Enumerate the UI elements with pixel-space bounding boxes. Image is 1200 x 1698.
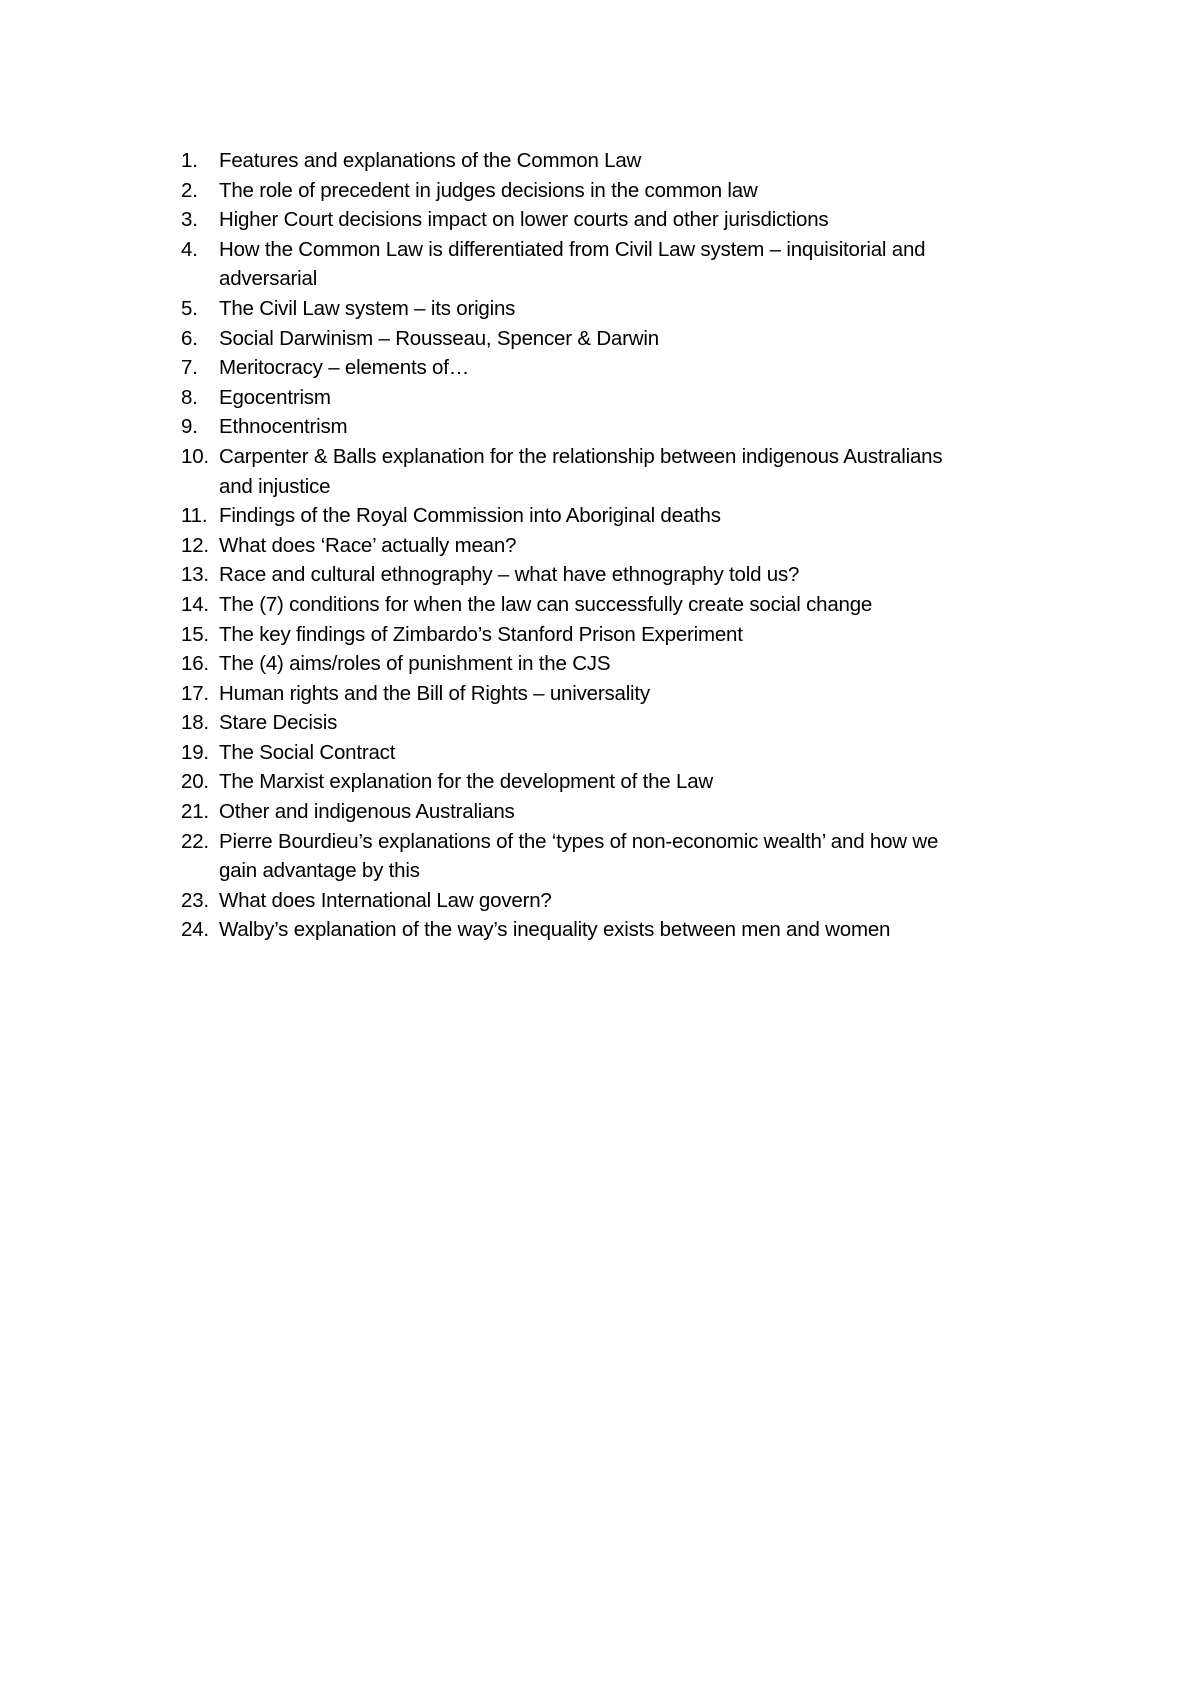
item-number: 10. <box>181 444 209 468</box>
item-text: Meritocracy – elements of… <box>219 356 469 380</box>
item-text: What does ‘Race’ actually mean? <box>219 533 517 557</box>
list-item <box>181 708 1061 738</box>
item-text: The Civil Law system – its origins <box>219 296 516 320</box>
item-text: Walby’s explanation of the way’s inequality exists between men and women <box>219 918 891 942</box>
item-text: Ethnocentrism <box>219 415 348 439</box>
list-item <box>181 146 1061 176</box>
item-number: 22. <box>181 829 209 853</box>
list-item <box>181 205 1061 235</box>
item-number: 4. <box>181 237 198 261</box>
item-number: 14. <box>181 592 209 616</box>
list-item <box>181 294 1061 324</box>
list-item <box>181 797 1061 827</box>
item-text: The (4) aims/roles of punishment in the CJS <box>219 652 611 676</box>
item-number: 21. <box>181 800 209 824</box>
item-text: Pierre Bourdieu’s explanations of the ‘types of non-economic wealth’ and how we gain advantage by this <box>219 829 939 883</box>
item-text: Egocentrism <box>219 385 331 409</box>
item-number: 16. <box>181 652 209 676</box>
item-number: 23. <box>181 888 209 912</box>
item-text: Carpenter & Balls explanation for the relationship between indigenous Australians and injustice <box>219 444 943 498</box>
item-number: 17. <box>181 681 209 705</box>
list-item <box>181 620 1061 650</box>
item-number: 1. <box>181 149 198 172</box>
item-text: What does International Law govern? <box>219 888 552 912</box>
item-text: The role of precedent in judges decisions in the common law <box>219 178 758 202</box>
item-number: 11. <box>181 504 208 528</box>
item-text: Other and indigenous Australians <box>219 800 515 824</box>
item-number: 20. <box>181 770 209 794</box>
item-number: 24. <box>181 918 209 942</box>
item-text: Features and explanations of the Common Law <box>219 149 642 172</box>
item-text: Human rights and the Bill of Rights – universality <box>219 681 650 705</box>
list-item <box>181 679 1061 709</box>
list-item <box>181 590 1061 620</box>
list-item <box>181 560 1061 590</box>
item-number: 7. <box>181 356 198 380</box>
item-number: 15. <box>181 622 209 646</box>
list-item <box>181 324 1061 354</box>
item-number: 13. <box>181 563 209 587</box>
list-item <box>181 383 1061 413</box>
list-item <box>181 738 1061 768</box>
item-number: 18. <box>181 711 209 735</box>
item-number: 12. <box>181 533 209 557</box>
item-number: 8. <box>181 385 198 409</box>
item-text: The key findings of Zimbardo’s Stanford Prison Experiment <box>219 622 743 646</box>
item-number: 5. <box>181 296 198 320</box>
item-text: Findings of the Royal Commission into Aboriginal deaths <box>219 504 721 528</box>
list-item <box>181 827 1061 886</box>
list-item <box>181 176 1061 206</box>
item-number: 6. <box>181 326 198 350</box>
item-text: Higher Court decisions impact on lower courts and other jurisdictions <box>219 208 829 232</box>
item-text: The Marxist explanation for the development of the Law <box>219 770 714 794</box>
item-number: 2. <box>181 178 198 202</box>
list-item <box>181 235 1061 294</box>
list-item <box>181 353 1061 383</box>
item-text: The (7) conditions for when the law can successfully create social change <box>219 592 873 616</box>
item-text: How the Common Law is differentiated from Civil Law system – inquisitorial and adversarial <box>219 237 926 291</box>
list-item <box>181 531 1061 561</box>
item-number: 19. <box>181 740 209 764</box>
item-text: Social Darwinism – Rousseau, Spencer & Darwin <box>219 326 659 350</box>
list-item <box>181 501 1061 531</box>
item-text: Race and cultural ethnography – what have ethnography told us? <box>219 563 800 587</box>
item-number: 3. <box>181 208 198 232</box>
list-item <box>181 767 1061 797</box>
list-item <box>181 886 1061 916</box>
item-number: 9. <box>181 415 198 439</box>
list-item <box>181 442 1061 501</box>
item-text: Stare Decisis <box>219 711 338 735</box>
item-text: The Social Contract <box>219 740 396 764</box>
topic-list <box>181 146 1061 945</box>
list-item <box>181 915 1061 945</box>
list-item <box>181 649 1061 679</box>
list-item <box>181 412 1061 442</box>
